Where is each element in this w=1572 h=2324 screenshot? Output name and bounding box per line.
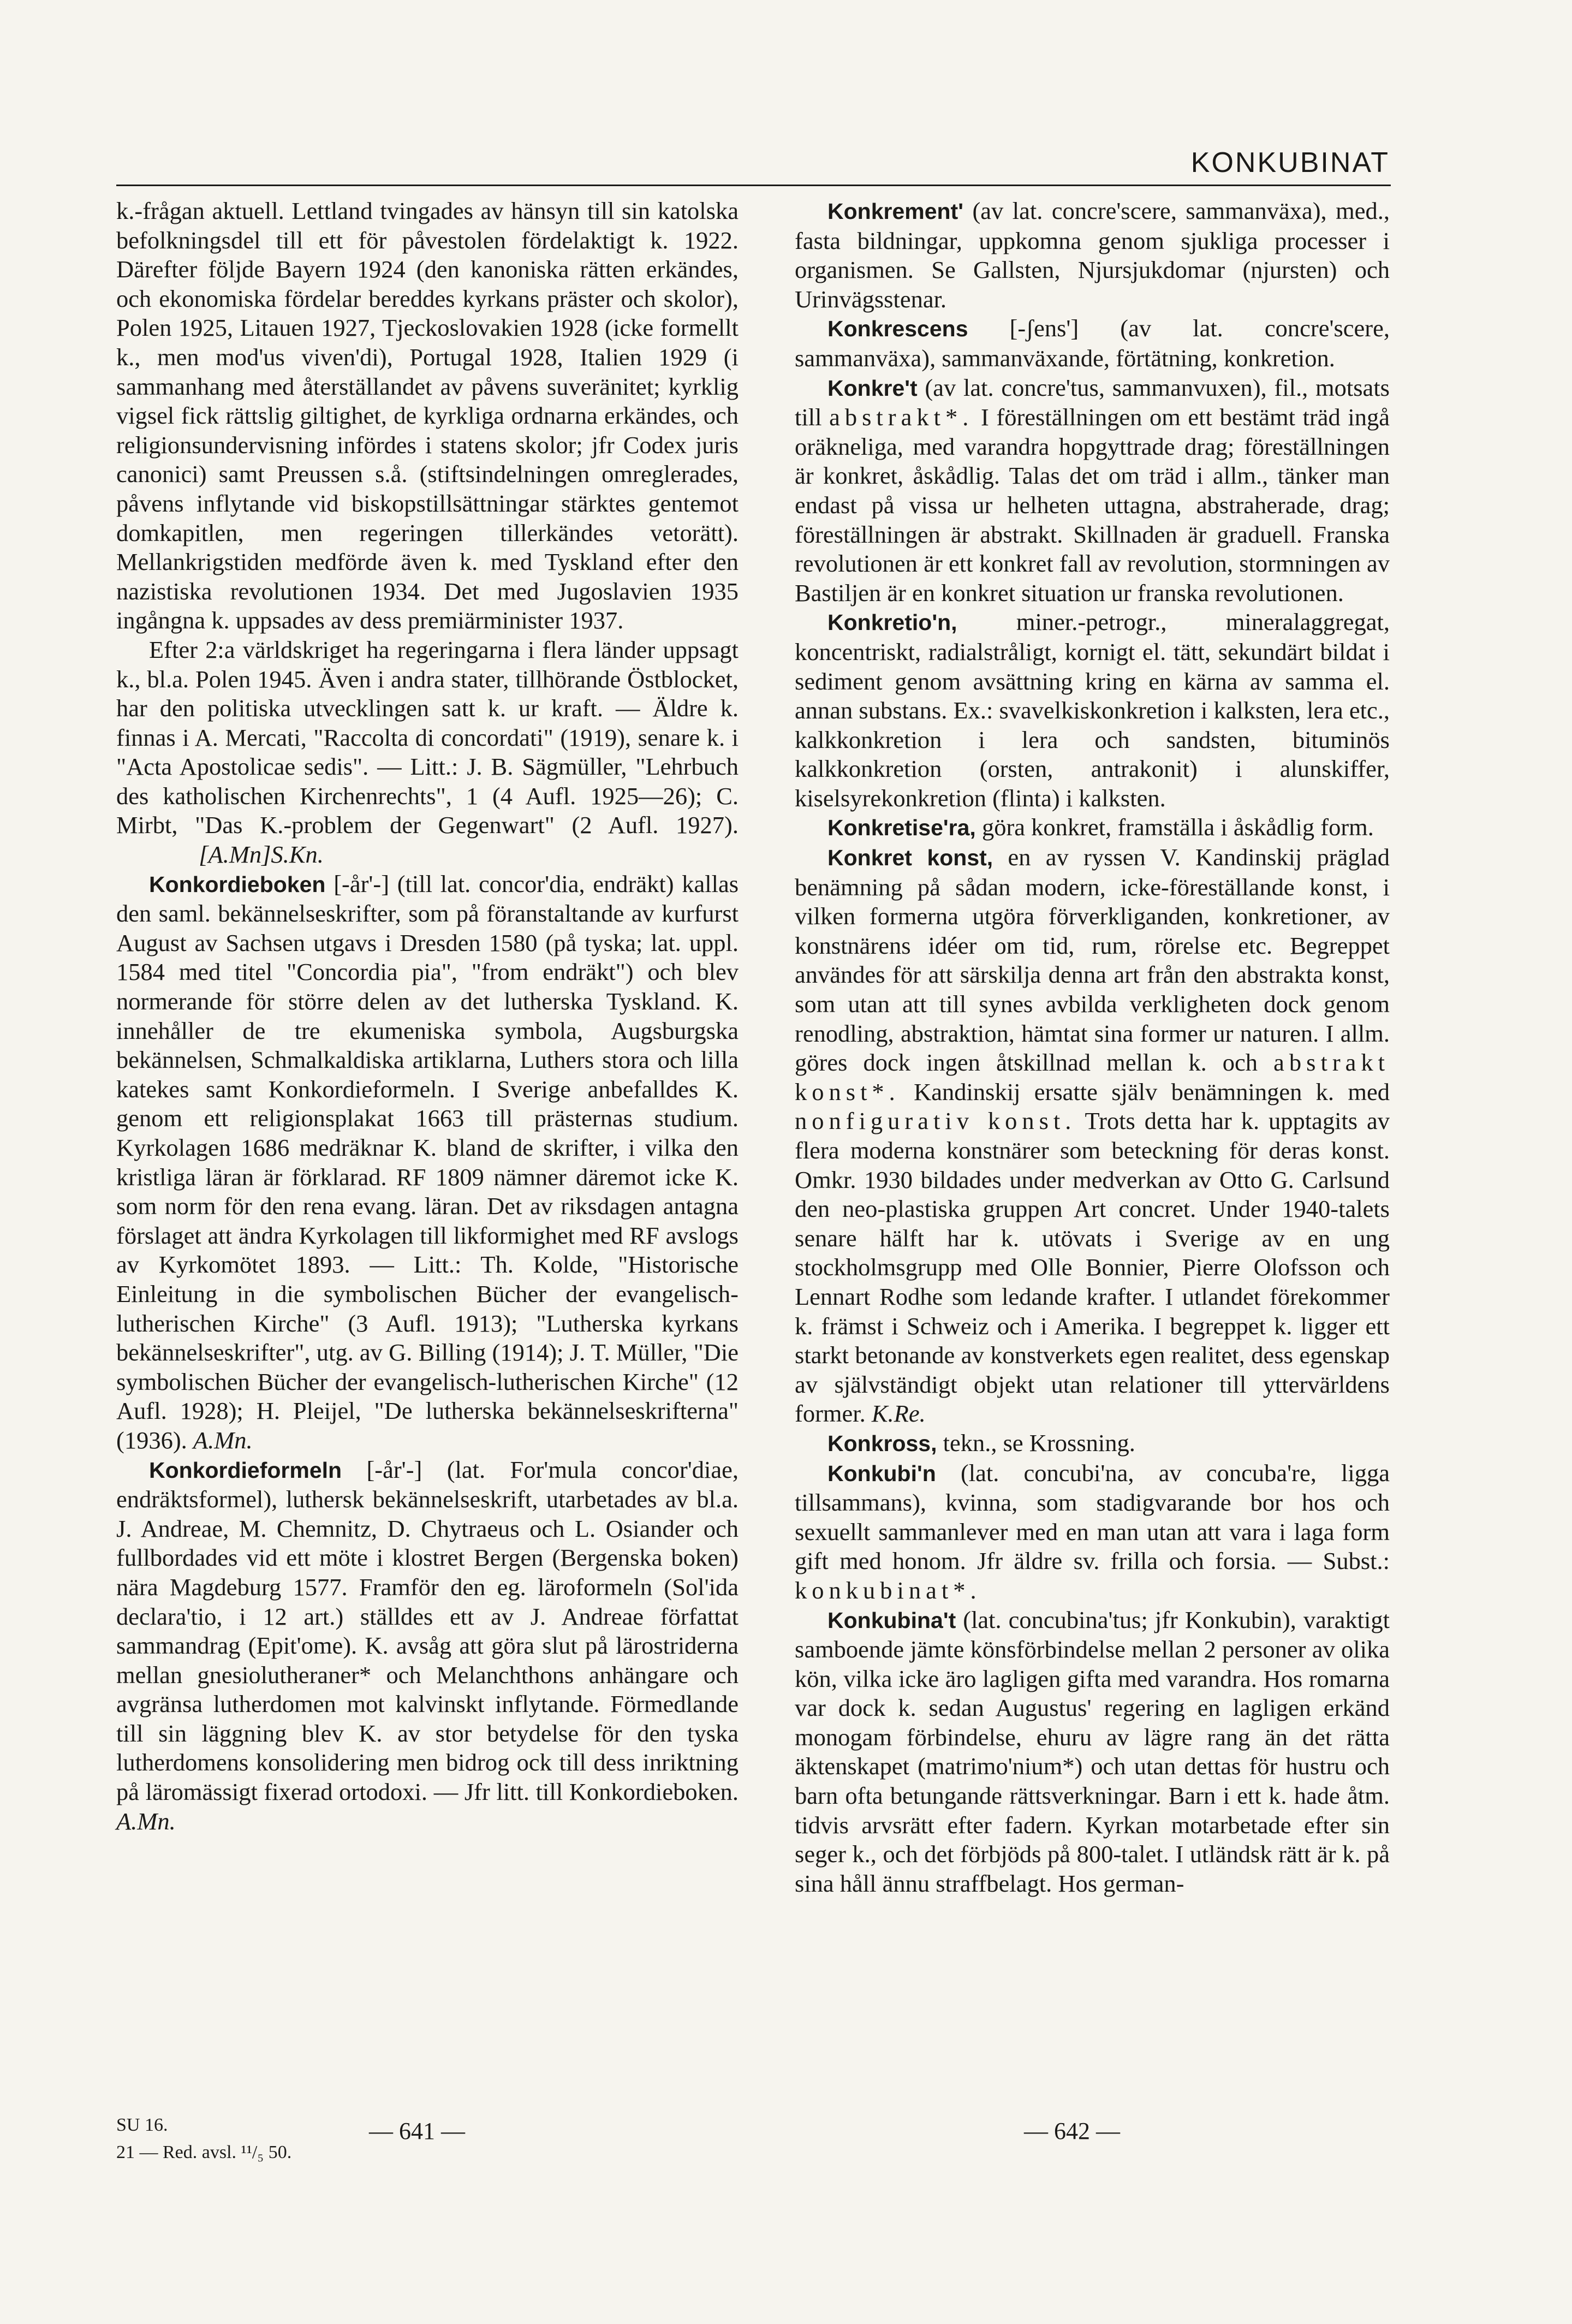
entry-text: I föreställningen om ett bestämt träd ingå oräkneliga, med varandra hopgyttrade drag; föreställningen är konkret, åskådlig. Talas det om träd i allm., tänker man endast på vissa ur helheten uttagna, abstraherade, drag; föreställningen är abstrakt. Skillnaden är graduell. Franska revolutionen är ett konkret fall av revolution, stormningen av Bastiljen är en konkret situation ur franska revolutionen. <box>795 403 1390 607</box>
author-signature: A.Mn. <box>116 1807 176 1835</box>
cross-reference: abstrakt*. <box>829 403 974 431</box>
entry-konkubin <box>795 1459 1390 1606</box>
cross-reference: nonfigurativ konst. <box>795 1107 1076 1135</box>
cross-reference: abstrakt konst*. <box>795 1049 1390 1105</box>
entry-konkret-konst <box>795 843 1390 1429</box>
author-signature: A.Mn. <box>193 1426 253 1454</box>
entry-konkordieboken <box>116 870 739 1455</box>
entry-text: (lat. concubi'na, av concuba're, ligga tillsammans), kvinna, som stadigvarande bor hos och sexuellt sammanlever med en man utan att vara i laga form gift med honom. Jfr äldre sv. frilla och forsia. — Subst.: <box>795 1459 1390 1575</box>
entry-headword: Konkre't <box>827 375 918 401</box>
entry-headword: Konkubi'n <box>827 1460 936 1486</box>
entry-konkordieformeln <box>116 1455 739 1836</box>
author-signature: [A.Mn]S.Kn. <box>199 841 324 869</box>
entry-headword: Konkross, <box>827 1430 937 1456</box>
entry-konkrescens <box>795 314 1390 373</box>
entry-headword: Konkrescens <box>827 316 968 342</box>
entry-text: (av lat. concre'tus, sammanvuxen), fil., motsats till <box>795 373 1390 431</box>
entry-text: en av ryssen V. Kandinskij präglad benämning på sådan modern, icke-föreställande konst, i vilken formerna utgöra förverkliganden, konkretioner, av konstnärens idéer om tid, rum, rörelse etc. Begreppet användes för att särskilja denna art från den abstrakta konst, som utan att till synes avbilda verkligheten dock genom renodling, abstraktion, hämtat sina former ur naturen. I allm. göres dock ingen åtskillnad mellan k. och <box>795 843 1390 1077</box>
signature-line: SU 16. <box>116 2115 168 2135</box>
entry-konkret <box>795 373 1390 608</box>
left-column <box>116 197 739 1836</box>
entry-headword: Konkrement' <box>827 199 963 224</box>
entry-headword: Konkordieformeln <box>149 1457 342 1483</box>
entry-text: tekn., se Krossning. <box>943 1429 1135 1457</box>
print-signature <box>116 2112 291 2166</box>
paragraph-konkordat-postwar <box>116 635 739 870</box>
entry-konkretion <box>795 608 1390 813</box>
entry-headword: Konkretise'ra, <box>827 815 976 841</box>
entry-konkubinat <box>795 1606 1390 1899</box>
paragraph-text: Efter 2:a världskriget ha regeringarna i flera länder uppsagt k., bl.a. Polen 1945. Även i andra stater, tillhörande Östblocket, har den politiska utvecklingen satt k. ur kraft. — Äldre k. finnas i A. Mercati, "Raccolta di concordati" (1919), senare k. i "Acta Apostolicae sedis". — Litt.: J. B. Sägmüller, "Lehrbuch des katholischen Kirchenrechts", 1 (4 Aufl. 1925—26); C. Mirbt, "Das K.-problem der Gegenwart" (2 Aufl. 1927). <box>116 635 739 839</box>
entry-headword: Konkubina't <box>827 1607 956 1633</box>
page-number-right: — 642 — <box>1024 2118 1120 2144</box>
entry-konkross <box>795 1429 1390 1459</box>
entry-text: göra konkret, framställa i åskådlig form. <box>981 813 1374 841</box>
entry-headword: Konkret konst, <box>827 845 993 871</box>
entry-text: Trots detta har k. upptagits av flera moderna konstnärer som beteckning för deras konst. Omkr. 1930 bildades under medverkan av Otto G. Carlsund den neo-plastiska gruppen Art concret. Under 1940-talets senare hälft har k. utövats i Sverige av en ung stockholmsgrupp med Olle Bonnier, Pierre Olofsson och Lennart Rodhe som ledande krafter. I utlandet förekommer k. främst i Schweiz och i Amerika. I begreppet k. ligger ett starkt betonande av konstverkets egen realitet, dess egenskap av självständigt objekt utan relationer till yttervärldens former. <box>795 1107 1390 1428</box>
header-rule <box>116 185 1391 186</box>
right-column <box>795 197 1390 1898</box>
running-head: KONKUBINAT <box>1190 147 1390 179</box>
entry-text: [-ʃens'] (av lat. concre'scere, sammanväxa), sammanväxande, förtätning, konkretion. <box>795 314 1390 372</box>
cross-reference: konkubinat*. <box>795 1576 981 1604</box>
paragraph-konkordat-continued: k.-frågan aktuell. Lettland tvingades av hänsyn till sin katolska befolkningsdel till ett för påvestolen fördelaktigt k. 1922. Därefter följde Bayern 1924 (den kanoniska rätten erkändes, och ekonomiska fördelar bereddes kyrkans präster och skolor), Polen 1925, Litauen 1927, Tjeckoslovakien 1928 (icke formellt k., men mod'us viven'di), Portugal 1928, Italien 1929 (i sammanhang med återställandet av påvens suveränitet; kyrklig vigsel fick rättslig giltighet, de kyrkliga ordnarna erkändes, och religionsundervisning infördes i statens skolor; jfr Codex juris canonici) samt Preussen s.å. (stiftsindelningen omreglerades, påvens inflytande vid biskopstillsättningar stärktes gentemot domkapitlen, men regeringen tillerkändes vetorätt). Mellankrigstiden medförde även k. med Tyskland efter den nazistiska revolutionen 1934. Det med Jugoslavien 1935 ingångna k. uppsades av dess premiärminister 1937. <box>116 197 739 634</box>
signature-line: 21 — Red. avsl. ¹¹/₅ 50. <box>116 2142 292 2162</box>
entry-text: Kandinskij ersatte själv benämningen k. med <box>914 1078 1390 1105</box>
entry-headword: Konkordieboken <box>149 871 326 897</box>
entry-text: [-år'-] (till lat. concor'dia, endräkt) kallas den saml. bekännelseskrifter, som på föranstaltande av kurfurst August av Sachsen utgavs i Dresden 1580 (på tyska; lat. uppl. 1584 med titel "Concordia pia", "from endräkt") och blev normerande för större delen av det lutherska Tyskland. K. innehåller de tre ekumeniska symbola, Augsburgska bekännelsen, Schmalkaldiska artiklarna, Luthers stora och lilla katekes samt Konkordieformeln. I Sverige anbefalldes K. genom ett religionsplakat 1663 till prästernas studium. Kyrkolagen 1686 medräknar K. bland de skrifter, i vilka den kristliga läran är förklarad. RF 1809 nämner däremot icke K. som norm för den rena evang. läran. Det av riksdagen antagna förslaget att ändra Kyrkolagen till likformighet med RF avslogs av Kyrkomötet 1893. — Litt.: Th. Kolde, "Historische Einleitung in die symbolischen Bücher der evangelisch-lutherischen Kirche" (3 Aufl. 1913); "Lutherska kyrkans bekännelseskrifter", utg. av G. Billing (1914); J. T. Müller, "Die symbolischen Bücher der evangelisch-lutherischen Kirche" (12 Aufl. 1928); H. Pleijel, "De lutherska bekännelseskrifterna" (1936). <box>116 870 739 1454</box>
entry-text: miner.-petrogr., mineralaggregat, koncentriskt, radialstråligt, kornigt el. tätt, sekundärt bildat i sediment genom avsättning kring en kärna av samma el. annan substans. Ex.: svavelkiskonkretion i kalksten, lera etc., kalkkonkretion i lera och sandsten, bituminös kalkkonkretion (orsten, antrakonit) i alunskiffer, kiselsyrekonkretion (flinta) i kalksten. <box>795 608 1390 812</box>
entry-konkretisera <box>795 813 1390 843</box>
entry-text: [-år'-] (lat. For'mula concor'diae, endräktsformel), luthersk bekännelseskrift, utarbetades av bl.a. J. Andreae, M. Chemnitz, D. Chytraeus och L. Osiander och fullbordades vid ett möte i klostret Bergen (Bergenska boken) nära Magdeburg 1577. Framför den eg. läroformeln (Sol'ida declara'tio, i 12 art.) ställdes ett av J. Andreae författat sammandrag (Epit'ome). K. avsåg att göra slut på lärostriderna mellan gnesiolutheraner* och Melanchthons anhängare och avgränsa lutherdomen mot kalvinskt inflytande. Förmedlande till sin läggning blev K. av stor betydelse för den tyska lutherdomens konsolidering men bidrog ock till dess inriktning på läromässigt fixerad ortodoxi. — Jfr litt. till Konkordieboken. <box>116 1455 739 1806</box>
entry-text: (lat. concubina'tus; jfr Konkubin), varaktigt samboende jämte könsförbindelse mellan 2 personer av olika kön, vilka icke äro lagligen gifta med varandra. Hos romarna var dock k. sedan Augustus' regering en lagligen erkänd monogam förbindelse, ehuru av lägre rang än det rätta äktenskapet (matrimo'nium*) och utan dettas för hustru och barn ofta betungande rättsverkningar. Barn i ett k. hade åtm. tidvis arvsrätt efter fadern. Kyrkan motarbetade efter sin seger k., och det förbjöds på 800-talet. I utländsk rätt är k. på sina håll ännu straffbelagt. Hos german- <box>795 1606 1390 1897</box>
entry-text: (av lat. concre'scere, sammanväxa), med., fasta bildningar, uppkomna genom sjukliga processer i organismen. Se Gallsten, Njursjukdomar (njursten) och Urinvägsstenar. <box>795 197 1390 313</box>
entry-headword: Konkretio'n, <box>827 610 957 635</box>
author-signature: K.Re. <box>871 1400 926 1428</box>
page-number-left: — 641 — <box>369 2118 465 2144</box>
entry-konkrement <box>795 197 1390 314</box>
